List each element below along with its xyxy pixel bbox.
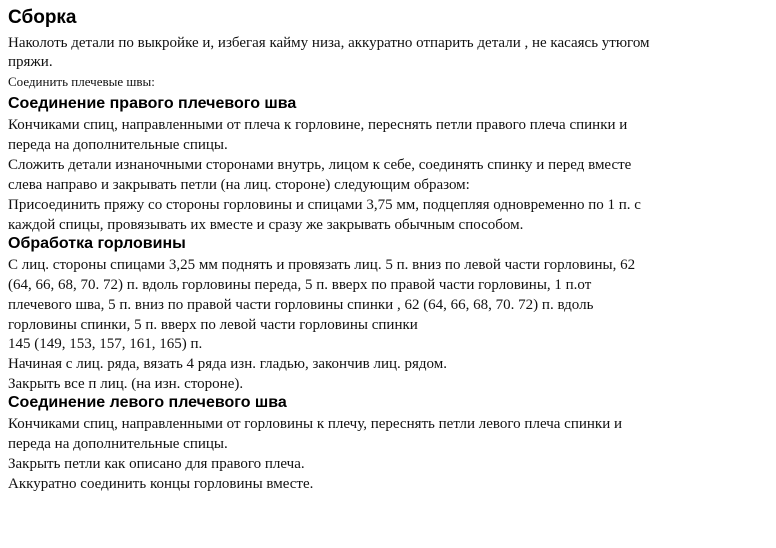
section-heading-right-shoulder: Соединение правого плечевого шва xyxy=(8,95,297,112)
paragraph-line: Кончиками спиц, направленными от плеча к горловине, переснять петли правого плеча спинки и xyxy=(8,117,628,133)
paragraph-line: каждой спицы, провязывать их вместе и сразу же закрывать обычным способом. xyxy=(8,217,524,233)
paragraph-line: Кончиками спиц, направленными от горловины к плечу, переснять петли левого плеча спинки и xyxy=(8,416,623,432)
section-heading-neckline: Обработка горловины xyxy=(8,235,186,252)
paragraph-line: Присоединить пряжу со стороны горловины и спицами 3,75 мм, подцепляя одновременно по 1 п. с xyxy=(8,197,641,213)
paragraph-line: Закрыть все п лиц. (на изн. стороне). xyxy=(8,376,244,392)
paragraph-line: (64, 66, 68, 70. 72) п. вдоль горловины переда, 5 п. вверх по правой части горловины, 1 п.от xyxy=(8,277,592,293)
paragraph-line: С лиц. стороны спицами 3,25 мм поднять и провязать лиц. 5 п. вниз по левой части горловины, 62 xyxy=(8,257,636,273)
paragraph-line: горловины спинки, 5 п. вверх по левой части горловины спинки xyxy=(8,317,418,333)
intro-line: Наколоть детали по выкройке и, избегая кайму низа, аккуратно отпарить детали , не касаясь утюгом xyxy=(8,35,650,51)
paragraph-line: Закрыть петли как описано для правого плеча. xyxy=(8,456,305,472)
intro-line: Соединить плечевые швы: xyxy=(8,74,155,89)
paragraph-line: слева направо и закрывать петли (на лиц. стороне) следующим образом: xyxy=(8,177,470,193)
paragraph-line: Аккуратно соединить концы горловины вместе. xyxy=(8,476,314,492)
paragraph-line: Начиная с лиц. ряда, вязать 4 ряда изн. гладью, закончив лиц. рядом. xyxy=(8,356,448,372)
paragraph-line: переда на дополнительные спицы. xyxy=(8,436,228,452)
paragraph-line: плечевого шва, 5 п. вниз по правой части горловины спинки , 62 (64, 66, 68, 70. 72) п. вдоль xyxy=(8,297,594,313)
intro-line: пряжи. xyxy=(8,54,53,70)
page-title: Сборка xyxy=(8,7,77,28)
paragraph-line: Сложить детали изнаночными сторонами внутрь, лицом к себе, соединять спинку и перед вместе xyxy=(8,157,632,173)
paragraph-line: 145 (149, 153, 157, 161, 165) п. xyxy=(8,336,203,352)
section-heading-left-shoulder: Соединение левого плечевого шва xyxy=(8,394,287,411)
paragraph-line: переда на дополнительные спицы. xyxy=(8,137,228,153)
